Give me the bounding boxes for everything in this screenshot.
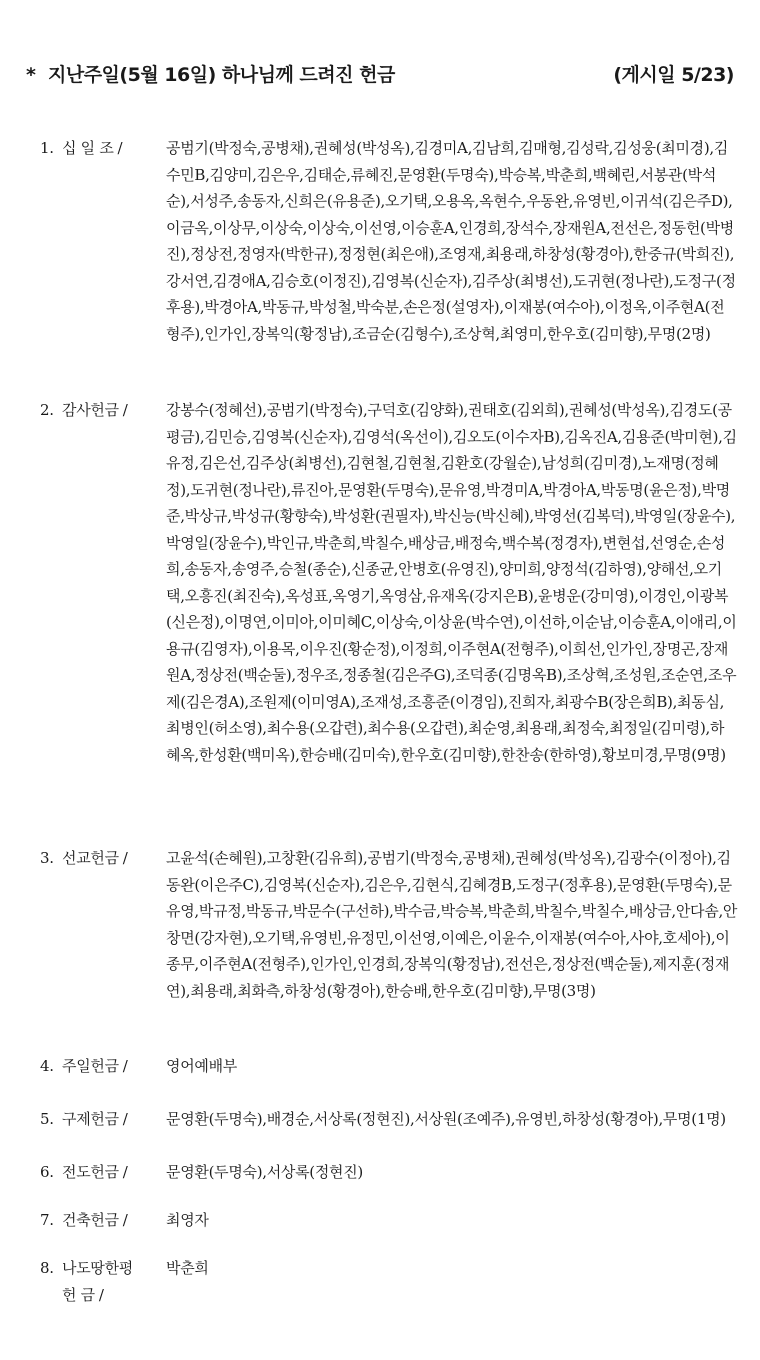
section-title: 건축헌금 (62, 1211, 119, 1229)
section-slash: / (122, 849, 128, 867)
donor-list: 고윤석(손혜원),고창환(김유희),공범기(박정숙,공병채),권혜성(박성옥),김광수(이정아),김동완(이은주C),김영복(신순자),김은우,김현식,김혜경B,도정구(정후용),문영환(두명숙),문유영,박규정,박동규,박문수(구선하),박수금,박승복,박춘희,박칠수,박칠수,배상금,안다솜,안창면(강자현),오기택,유영빈,유정민,이선영,이예은,이윤수,이재봉(여수아,사야,호세아),이종무,이주현A(전형주),인가인,인경희,장복익(황정남),전선은,정상전(백순둘),제지훈(정재연),최용래,최화측,하창성(황경아),한승배,한우호(김미향),무명(3명) (166, 849, 738, 1000)
section-number: 1. (40, 139, 54, 157)
section-slash: / (122, 1163, 128, 1181)
section-title: 구제헌금 (62, 1110, 119, 1128)
section-slash: / (122, 1057, 128, 1075)
section-number: 8. (40, 1259, 54, 1277)
section-title: 선교헌금 (62, 849, 119, 867)
section-label (40, 1053, 162, 1080)
section-number: 5. (40, 1110, 54, 1128)
section-title: 주일헌금 (62, 1057, 119, 1075)
donor-list: 문영환(두명숙),배경순,서상록(정현진),서상원(조예주),유영빈,하창성(황경아),무명(1명) (166, 1110, 726, 1128)
section-title: 감사헌금 (62, 401, 119, 419)
section-title: 십 일 조 (62, 139, 114, 157)
section-number: 2. (40, 401, 54, 419)
section-slash: / (122, 1211, 128, 1229)
section-slash: / (117, 139, 123, 157)
section-number: 7. (40, 1211, 54, 1229)
section-label (40, 1159, 162, 1186)
donor-list: 강봉수(정혜선),공범기(박정숙),구덕호(김양화),권태호(김외희),권혜성(박성옥),김경도(공평금),김민승,김영복(신순자),김영석(옥선이),김오도(이수자B),김옥진A,김용준(박미현),김유정,김은선,김주상(최병선),김현철,김현철,김환호(강월순),남성희(김미경),노재명(정혜정),도귀현(정나란),류진아,문영환(두명숙),문유영,박경미A,박경아A,박동명(윤은정),박명준,박상규,박성규(황향숙),박성환(권필자),박신능(박신혜),박영선(김복덕),박영일(장윤수),박영일(장윤수),박인규,박춘희,박칠수,배상금,배정숙,백수복(정경자),변현섭,선영순,손성희,송동자,송영주,승철(종순),신종균,안병호(유영진),양미희,양정석(김하영),양해선,오기택,오흥진(최진숙),옥성표,옥영기,옥영삼,유재옥(강지은B),윤병운(강미영),이경인,이광복(신은정),이명연,이미아,이미혜C,이상숙,이상윤(박수연),이선하,이순남,이승훈A,이애리,이용규(김영자),이용목,이우진(황순정),이정희,이주현A(전형주),이희선,인가인,장명곤,장재원A,정상전(백순둘),정우조,정종철(김은주G),조덕종(김명옥B),조상혁,조성원,조순연,조우제(김은경A),조원제(이미영A),조재성,조흥준(이경임),진희자,최광수B(장은희B),최동심,최병인(허소영),최수용(오갑련),최수용(오갑련),최순영,최용래,최정숙,최정일(김미령),하혜옥,한성환(백미옥),한승배(김미숙),한우호(김미향),한찬송(한하영),황보미경,무명(9명) (166, 401, 737, 764)
section-slash: / (98, 1285, 104, 1304)
section-label (40, 397, 162, 424)
donor-list: 공범기(박정숙,공병채),권혜성(박성옥),김경미A,김남희,김매형,김성락,김성웅(최미경),김수민B,김양미,김은우,김태순,류혜진,문영환(두명숙),박승복,박춘희,백혜린,서봉관(박석순),서성주,송동자,신희은(유용준),오기택,오용옥,옥현수,우동완,유영빈,이귀석(김은주D),이금옥,이상무,이상숙,이상숙,이선영,이승훈A,인경희,장석수,장재원A,전선은,정동헌(박병진),정상전,정영자(박한규),정정현(최은애),조영재,최용래,하창성(황경아),한중규(박희진),강서연,김경애A,김승호(이정진),김영복(신순자),김주상(최병선),도귀현(정나란),도정구(정후용),박경아A,박동규,박성철,박숙분,손은정(설영자),이재봉(여수아),이정옥,이주현A(전형주),인가인,장복익(황정남),조금순(김형수),조상혁,최영미,한우호(김미향),무명(2명) (166, 139, 736, 343)
section-title: 전도헌금 (62, 1163, 119, 1181)
section-label (40, 135, 162, 162)
posting-date: (게시일 5/23) (613, 64, 734, 86)
section-label (40, 845, 162, 872)
section-title-line2 (40, 1282, 162, 1309)
header-bullet: * (26, 64, 36, 86)
section-title-continued: 헌 금 (62, 1285, 95, 1304)
section-slash: / (122, 1110, 128, 1128)
section-label (40, 1255, 162, 1308)
section-title: 나도땅한평 (62, 1259, 133, 1277)
section-number: 4. (40, 1057, 54, 1075)
donor-list: 영어예배부 (166, 1057, 237, 1075)
notice-title: 지난주일(5월 16일) 하나님께 드려진 헌금 (48, 64, 395, 86)
donor-list: 박춘희 (166, 1259, 209, 1277)
section-number: 3. (40, 849, 54, 867)
donor-list: 최영자 (166, 1211, 209, 1229)
section-label (40, 1106, 162, 1133)
section-label (40, 1207, 162, 1234)
notice-header (26, 60, 734, 90)
section-slash: / (122, 401, 128, 419)
donor-list: 문영환(두명숙),서상록(정현진) (166, 1163, 363, 1181)
section-number: 6. (40, 1163, 54, 1181)
